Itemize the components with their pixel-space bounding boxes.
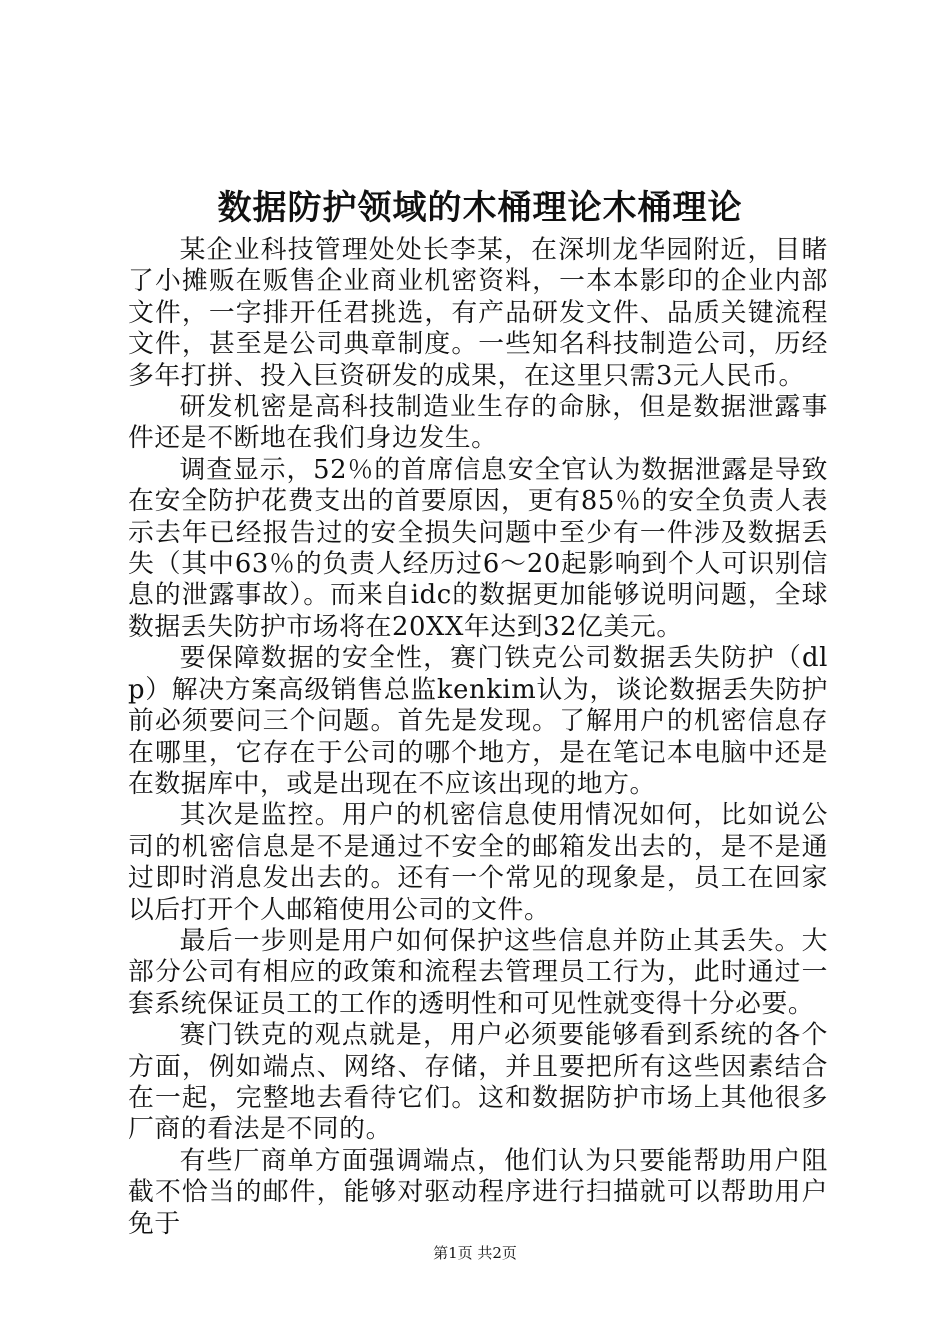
paragraph: 赛门铁克的观点就是，用户必须要能够看到系统的各个方面，例如端点、网络、存储，并且要把所有这些因素结合在一起，完整地去看待它们。这和数据防护市场上其他很多厂商的看法是不同的。 — [128, 1020, 828, 1145]
paragraph: 调查显示，52％的首席信息安全官认为数据泄露是导致在安全防护花费支出的首要原因，更有85％的安全负责人表示去年已经报告过的安全损失问题中至少有一件涉及数据丢失（其中63％的负责人经历过6～20起影响到个人可识别信息的泄露事故）。而来自idc的数据更加能够说明问题，全球数据丢失防护市场将在20XX年达到32亿美元。 — [128, 454, 828, 642]
document-title: 数据防护领域的木桶理论木桶理论 — [217, 188, 743, 228]
document-body — [128, 235, 828, 1240]
page-number-footer: 第1页 共2页 — [433, 1244, 517, 1262]
paragraph: 研发机密是高科技制造业生存的命脉，但是数据泄露事件还是不断地在我们身边发生。 — [128, 392, 828, 454]
paragraph: 某企业科技管理处处长李某，在深圳龙华园附近，目睹了小摊贩在贩售企业商业机密资料，一本本影印的企业内部文件，一字排开任君挑选，有产品研发文件、品质关键流程文件，甚至是公司典章制度。一些知名科技制造公司，历经多年打拼、投入巨资研发的成果，在这里只需3元人民币。 — [128, 235, 828, 391]
paragraph: 有些厂商单方面强调端点，他们认为只要能帮助用户阻截不恰当的邮件，能够对驱动程序进行扫描就可以帮助用户免于 — [128, 1145, 828, 1239]
paragraph: 要保障数据的安全性，赛门铁克公司数据丢失防护（dlp）解决方案高级销售总监kenkim认为，谈论数据丢失防护前必须要问三个问题。首先是发现。了解用户的机密信息存在哪里，它存在于公司的哪个地方，是在笔记本电脑中还是在数据库中，或是出现在不应该出现的地方。 — [128, 643, 828, 799]
paragraph: 其次是监控。用户的机密信息使用情况如何，比如说公司的机密信息是不是通过不安全的邮箱发出去的，是不是通过即时消息发出去的。还有一个常见的现象是，员工在回家以后打开个人邮箱使用公司的文件。 — [128, 800, 828, 925]
paragraph: 最后一步则是用户如何保护这些信息并防止其丢失。大部分公司有相应的政策和流程去管理员工行为，此时通过一套系统保证员工的工作的透明性和可见性就变得十分必要。 — [128, 925, 828, 1019]
